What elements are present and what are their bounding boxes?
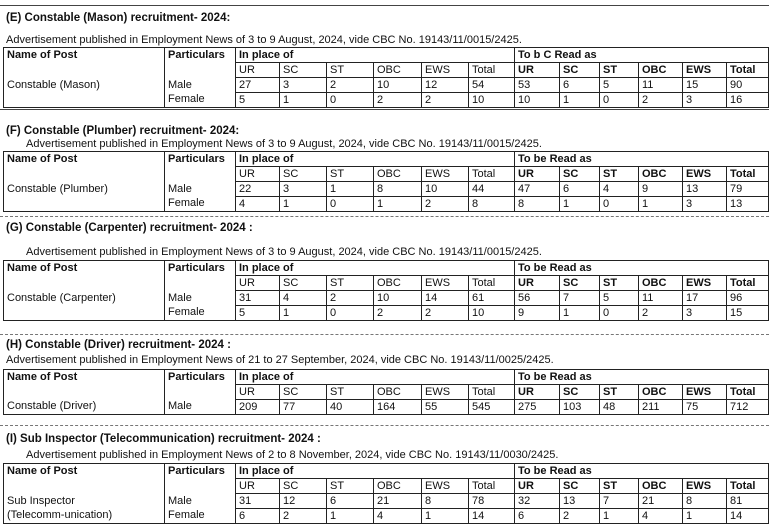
- in-place-value: 1: [327, 509, 374, 524]
- table-row: [4, 182, 769, 197]
- in-place-value: 2: [280, 509, 327, 524]
- particulars-cell: Female: [165, 93, 236, 108]
- read-as-value: 56: [515, 291, 560, 306]
- particulars-cell: Male: [165, 400, 236, 415]
- in-place-value: 12: [280, 494, 327, 509]
- recruitment-table: [3, 47, 769, 108]
- blank-cell: [165, 167, 236, 182]
- column-header-row: [4, 385, 769, 400]
- in-place-value: 22: [236, 182, 280, 197]
- read-as-value: 712: [727, 400, 769, 415]
- read-as-value: 96: [727, 291, 769, 306]
- col-header-old-st: ST: [327, 276, 374, 291]
- col-header-old-sc: SC: [280, 167, 327, 182]
- particulars-cell: Female: [165, 306, 236, 321]
- in-place-value: 12: [422, 78, 469, 93]
- col-header-new-ews: EWS: [683, 479, 727, 494]
- col-header-old-ews: EWS: [422, 479, 469, 494]
- name-of-post-header: Name of Post: [4, 152, 165, 167]
- name-of-post-header: Name of Post: [4, 261, 165, 276]
- read-as-value: 8: [683, 494, 727, 509]
- table-row: [4, 306, 769, 321]
- particulars-cell: Male: [165, 291, 236, 306]
- particulars-header: Particulars: [165, 464, 236, 479]
- in-place-value: 5: [236, 93, 280, 108]
- particulars-header: Particulars: [165, 370, 236, 385]
- col-header-new-st: ST: [600, 167, 639, 182]
- in-place-value: 4: [374, 509, 422, 524]
- col-header-new-ews: EWS: [683, 167, 727, 182]
- in-place-value: 2: [422, 306, 469, 321]
- read-as-value: 9: [515, 306, 560, 321]
- blank-cell: [165, 276, 236, 291]
- in-place-value: 31: [236, 494, 280, 509]
- in-place-of-header: In place of: [236, 48, 515, 63]
- col-header-new-total: Total: [727, 385, 769, 400]
- read-as-value: 4: [639, 509, 683, 524]
- in-place-value: 10: [374, 78, 422, 93]
- read-as-value: 7: [560, 291, 600, 306]
- col-header-new-ur: UR: [515, 167, 560, 182]
- read-as-value: 6: [560, 182, 600, 197]
- table-row: [4, 78, 769, 93]
- col-header-old-obc: OBC: [374, 479, 422, 494]
- section-title: (I) Sub Inspector (Telecommunication) recruitment- 2024 :: [6, 433, 321, 445]
- col-header-old-ur: UR: [236, 276, 280, 291]
- col-header-old-ews: EWS: [422, 63, 469, 78]
- col-header-new-ews: EWS: [683, 63, 727, 78]
- col-header-old-st: ST: [327, 63, 374, 78]
- name-of-post-header: Name of Post: [4, 48, 165, 63]
- particulars-cell: Male: [165, 182, 236, 197]
- col-header-old-sc: SC: [280, 276, 327, 291]
- col-header-new-ur: UR: [515, 63, 560, 78]
- in-place-value: 2: [374, 93, 422, 108]
- col-header-old-ur: UR: [236, 167, 280, 182]
- col-header-old-obc: OBC: [374, 385, 422, 400]
- read-as-value: 15: [727, 306, 769, 321]
- col-header-old-ews: EWS: [422, 276, 469, 291]
- in-place-value: 8: [469, 197, 515, 212]
- in-place-value: 44: [469, 182, 515, 197]
- col-header-old-ur: UR: [236, 385, 280, 400]
- header-row: [4, 152, 769, 167]
- post-name-cell: Constable (Carpenter): [4, 291, 165, 306]
- col-header-new-ews: EWS: [683, 276, 727, 291]
- column-header-row: [4, 63, 769, 78]
- read-as-value: 3: [683, 93, 727, 108]
- header-row: [4, 370, 769, 385]
- read-as-header: To be Read as: [515, 261, 769, 276]
- in-place-value: 6: [327, 494, 374, 509]
- col-header-old-obc: OBC: [374, 276, 422, 291]
- in-place-value: 4: [236, 197, 280, 212]
- in-place-value: 3: [280, 78, 327, 93]
- section-divider: [0, 334, 769, 335]
- in-place-value: 0: [327, 93, 374, 108]
- section-title: (F) Constable (Plumber) recruitment- 2024:: [6, 125, 240, 137]
- in-place-value: 10: [374, 291, 422, 306]
- col-header-new-total: Total: [727, 479, 769, 494]
- read-as-value: 53: [515, 78, 560, 93]
- in-place-value: 1: [280, 197, 327, 212]
- in-place-of-header: In place of: [236, 464, 515, 479]
- read-as-value: 1: [560, 306, 600, 321]
- read-as-value: 7: [600, 494, 639, 509]
- read-as-value: 21: [639, 494, 683, 509]
- col-header-old-obc: OBC: [374, 63, 422, 78]
- particulars-cell: Male: [165, 78, 236, 93]
- col-header-new-total: Total: [727, 167, 769, 182]
- read-as-value: 1: [600, 509, 639, 524]
- recruitment-table: [3, 260, 769, 321]
- read-as-value: 81: [727, 494, 769, 509]
- col-header-old-sc: SC: [280, 385, 327, 400]
- read-as-value: 13: [727, 197, 769, 212]
- read-as-header: To be Read as: [515, 152, 769, 167]
- read-as-value: 5: [600, 78, 639, 93]
- table-row: [4, 400, 769, 415]
- read-as-value: 5: [600, 291, 639, 306]
- section-title: (H) Constable (Driver) recruitment- 2024 :: [6, 339, 231, 351]
- read-as-value: 1: [560, 93, 600, 108]
- read-as-value: 211: [639, 400, 683, 415]
- read-as-value: 79: [727, 182, 769, 197]
- col-header-old-obc: OBC: [374, 167, 422, 182]
- in-place-value: 40: [327, 400, 374, 415]
- table-row: [4, 197, 769, 212]
- col-header-old-st: ST: [327, 167, 374, 182]
- read-as-value: 4: [600, 182, 639, 197]
- advertisement-note: Advertisement published in Employment News of 3 to 9 August, 2024, vide CBC No. 19143/11/0015/2425.: [6, 34, 522, 46]
- in-place-of-header: In place of: [236, 152, 515, 167]
- read-as-value: 32: [515, 494, 560, 509]
- col-header-old-total: Total: [469, 63, 515, 78]
- particulars-header: Particulars: [165, 152, 236, 167]
- table-row: [4, 93, 769, 108]
- read-as-value: 13: [560, 494, 600, 509]
- read-as-value: 2: [560, 509, 600, 524]
- particulars-cell: Female: [165, 197, 236, 212]
- read-as-value: 2: [639, 93, 683, 108]
- col-header-new-ews: EWS: [683, 385, 727, 400]
- particulars-cell: Male: [165, 494, 236, 509]
- recruitment-table: [3, 369, 769, 415]
- col-header-new-ur: UR: [515, 479, 560, 494]
- post-name-cell: [4, 197, 165, 212]
- in-place-value: 0: [327, 197, 374, 212]
- in-place-value: 3: [280, 182, 327, 197]
- in-place-value: 1: [374, 197, 422, 212]
- column-header-row: [4, 479, 769, 494]
- col-header-old-total: Total: [469, 385, 515, 400]
- in-place-value: 21: [374, 494, 422, 509]
- read-as-value: 3: [683, 306, 727, 321]
- col-header-new-obc: OBC: [639, 479, 683, 494]
- particulars-header: Particulars: [165, 48, 236, 63]
- in-place-value: 1: [280, 93, 327, 108]
- col-header-new-obc: OBC: [639, 276, 683, 291]
- read-as-value: 11: [639, 291, 683, 306]
- col-header-new-st: ST: [600, 385, 639, 400]
- in-place-value: 4: [280, 291, 327, 306]
- read-as-value: 75: [683, 400, 727, 415]
- in-place-value: 14: [469, 509, 515, 524]
- in-place-value: 0: [327, 306, 374, 321]
- in-place-of-header: In place of: [236, 370, 515, 385]
- top-rule: [0, 5, 769, 6]
- read-as-value: 17: [683, 291, 727, 306]
- section-title: (E) Constable (Mason) recruitment- 2024:: [6, 12, 231, 24]
- in-place-value: 1: [327, 182, 374, 197]
- post-name-cell: [4, 306, 165, 321]
- read-as-header: To be Read as: [515, 464, 769, 479]
- col-header-new-sc: SC: [560, 167, 600, 182]
- col-header-old-ews: EWS: [422, 167, 469, 182]
- blank-cell: [4, 276, 165, 291]
- column-header-row: [4, 276, 769, 291]
- col-header-new-sc: SC: [560, 276, 600, 291]
- in-place-value: 1: [422, 509, 469, 524]
- in-place-value: 164: [374, 400, 422, 415]
- read-as-value: 2: [639, 306, 683, 321]
- advertisement-note: Advertisement published in Employment News of 3 to 9 August, 2024, vide CBC No. 19143/11/0015/2425.: [26, 246, 542, 258]
- blank-cell: [165, 385, 236, 400]
- section-divider: [0, 425, 769, 426]
- post-name-cell: Constable (Mason): [4, 78, 165, 93]
- table-row: [4, 509, 769, 524]
- header-row: [4, 48, 769, 63]
- in-place-value: 27: [236, 78, 280, 93]
- in-place-value: 5: [236, 306, 280, 321]
- read-as-value: 1: [683, 509, 727, 524]
- column-header-row: [4, 167, 769, 182]
- col-header-old-ews: EWS: [422, 385, 469, 400]
- col-header-old-sc: SC: [280, 63, 327, 78]
- blank-cell: [4, 63, 165, 78]
- read-as-value: 9: [639, 182, 683, 197]
- particulars-cell: Female: [165, 509, 236, 524]
- section-divider: [0, 109, 769, 110]
- in-place-value: 10: [422, 182, 469, 197]
- read-as-value: 10: [515, 93, 560, 108]
- blank-cell: [165, 479, 236, 494]
- in-place-of-header: In place of: [236, 261, 515, 276]
- read-as-value: 90: [727, 78, 769, 93]
- recruitment-table: [3, 463, 769, 524]
- read-as-header: To be Read as: [515, 370, 769, 385]
- in-place-value: 545: [469, 400, 515, 415]
- read-as-value: 8: [515, 197, 560, 212]
- particulars-header: Particulars: [165, 261, 236, 276]
- col-header-old-sc: SC: [280, 479, 327, 494]
- in-place-value: 77: [280, 400, 327, 415]
- col-header-new-st: ST: [600, 276, 639, 291]
- read-as-value: 13: [683, 182, 727, 197]
- col-header-new-sc: SC: [560, 479, 600, 494]
- header-row: [4, 464, 769, 479]
- blank-cell: [4, 167, 165, 182]
- in-place-value: 2: [374, 306, 422, 321]
- in-place-value: 61: [469, 291, 515, 306]
- in-place-value: 209: [236, 400, 280, 415]
- read-as-value: 6: [515, 509, 560, 524]
- read-as-value: 6: [560, 78, 600, 93]
- read-as-value: 0: [600, 93, 639, 108]
- in-place-value: 2: [422, 93, 469, 108]
- section-title: (G) Constable (Carpenter) recruitment- 2024 :: [6, 222, 253, 234]
- read-as-value: 48: [600, 400, 639, 415]
- read-as-value: 0: [600, 306, 639, 321]
- advertisement-note: Advertisement published in Employment News of 2 to 8 November, 2024, vide CBC No. 19143/11/0030/2425.: [26, 449, 559, 461]
- post-name-cell: Constable (Plumber): [4, 182, 165, 197]
- in-place-value: 78: [469, 494, 515, 509]
- read-as-header: To b C Read as: [515, 48, 769, 63]
- table-row: [4, 494, 769, 509]
- in-place-value: 1: [280, 306, 327, 321]
- col-header-old-ur: UR: [236, 479, 280, 494]
- col-header-new-st: ST: [600, 479, 639, 494]
- post-name-cell: Constable (Driver): [4, 400, 165, 415]
- post-name-cell: Sub Inspector: [4, 494, 165, 509]
- col-header-new-obc: OBC: [639, 385, 683, 400]
- name-of-post-header: Name of Post: [4, 370, 165, 385]
- blank-cell: [4, 385, 165, 400]
- col-header-old-st: ST: [327, 479, 374, 494]
- col-header-new-ur: UR: [515, 276, 560, 291]
- read-as-value: 103: [560, 400, 600, 415]
- col-header-old-ur: UR: [236, 63, 280, 78]
- col-header-new-st: ST: [600, 63, 639, 78]
- advertisement-note: Advertisement published in Employment News of 3 to 9 August, 2024, vide CBC No. 19143/11/0015/2425.: [26, 138, 542, 150]
- col-header-new-sc: SC: [560, 63, 600, 78]
- col-header-new-obc: OBC: [639, 63, 683, 78]
- header-row: [4, 261, 769, 276]
- col-header-new-total: Total: [727, 63, 769, 78]
- in-place-value: 54: [469, 78, 515, 93]
- recruitment-table: [3, 151, 769, 212]
- col-header-new-sc: SC: [560, 385, 600, 400]
- col-header-old-total: Total: [469, 276, 515, 291]
- in-place-value: 14: [422, 291, 469, 306]
- post-name-cell: (Telecomm-unication): [4, 509, 165, 524]
- read-as-value: 1: [560, 197, 600, 212]
- read-as-value: 0: [600, 197, 639, 212]
- in-place-value: 2: [327, 78, 374, 93]
- in-place-value: 8: [374, 182, 422, 197]
- col-header-new-obc: OBC: [639, 167, 683, 182]
- read-as-value: 15: [683, 78, 727, 93]
- in-place-value: 55: [422, 400, 469, 415]
- in-place-value: 31: [236, 291, 280, 306]
- section-divider: [0, 216, 769, 217]
- table-row: [4, 291, 769, 306]
- blank-cell: [4, 479, 165, 494]
- col-header-new-total: Total: [727, 276, 769, 291]
- in-place-value: 10: [469, 306, 515, 321]
- in-place-value: 2: [327, 291, 374, 306]
- col-header-old-total: Total: [469, 479, 515, 494]
- read-as-value: 3: [683, 197, 727, 212]
- in-place-value: 2: [422, 197, 469, 212]
- name-of-post-header: Name of Post: [4, 464, 165, 479]
- col-header-old-st: ST: [327, 385, 374, 400]
- col-header-new-ur: UR: [515, 385, 560, 400]
- read-as-value: 47: [515, 182, 560, 197]
- read-as-value: 11: [639, 78, 683, 93]
- in-place-value: 10: [469, 93, 515, 108]
- advertisement-note: Advertisement published in Employment News of 21 to 27 September, 2024, vide CBC No. 19143/11/0025/2425.: [6, 354, 554, 366]
- read-as-value: 14: [727, 509, 769, 524]
- read-as-value: 275: [515, 400, 560, 415]
- blank-cell: [165, 63, 236, 78]
- read-as-value: 16: [727, 93, 769, 108]
- in-place-value: 8: [422, 494, 469, 509]
- read-as-value: 1: [639, 197, 683, 212]
- post-name-cell: [4, 93, 165, 108]
- in-place-value: 6: [236, 509, 280, 524]
- col-header-old-total: Total: [469, 167, 515, 182]
